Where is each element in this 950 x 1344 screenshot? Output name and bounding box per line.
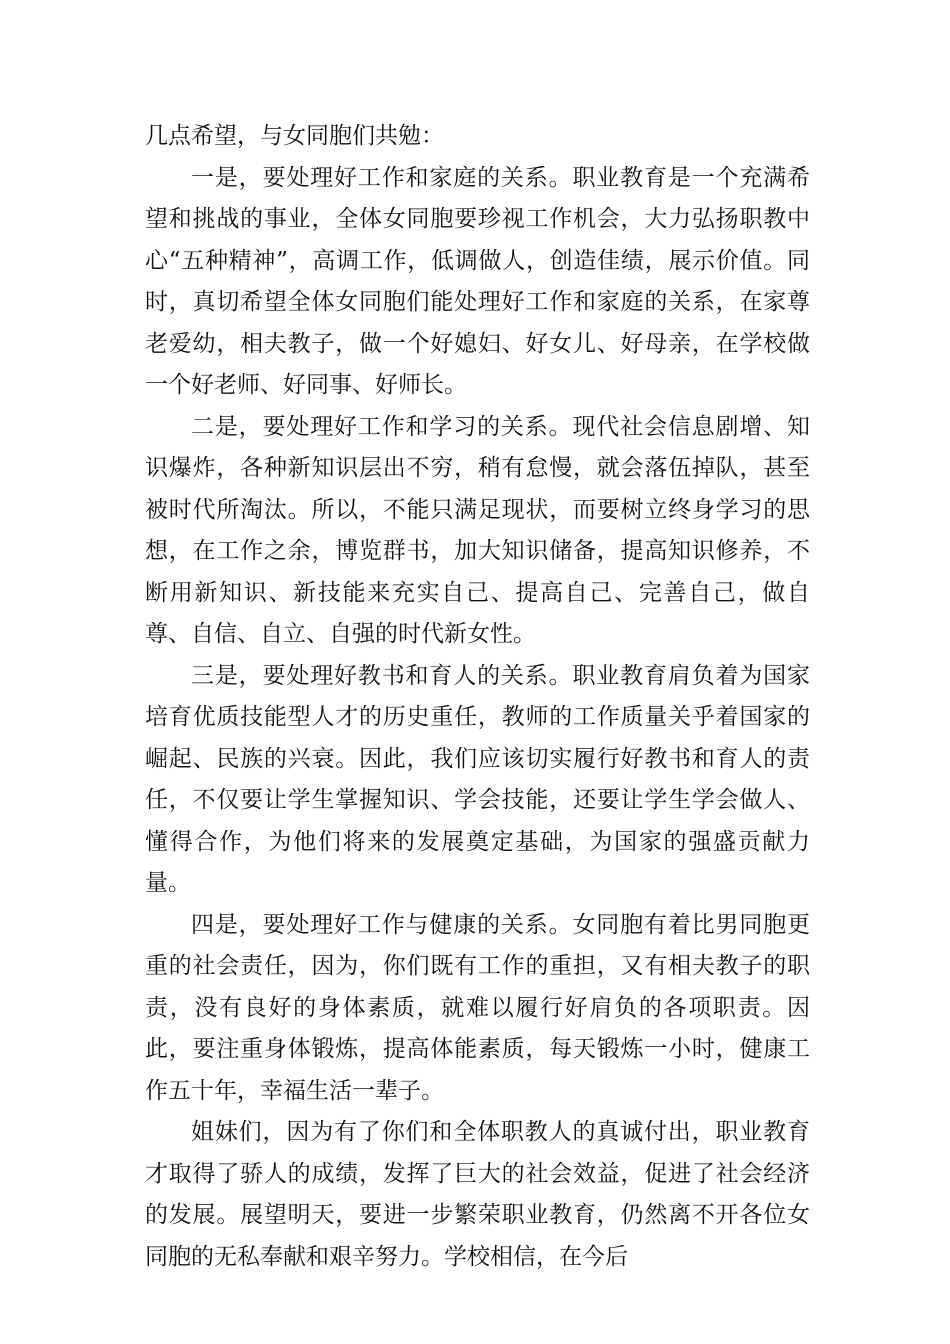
document-body	[145, 116, 810, 1278]
paragraph-closing: 姐妹们，因为有了你们和全体职教人的真诚付出，职业教育才取得了骄人的成绩，发挥了巨大的社会效益，促进了社会经济的发展。展望明天，要进一步繁荣职业教育，仍然离不开各位女同胞的无私奉献和艰辛努力。学校相信，在今后	[145, 1119, 810, 1270]
paragraph-point-three: 三是，要处理好教书和育人的关系。职业教育肩负着为国家培育优质技能型人才的历史重任，教师的工作质量关乎着国家的崛起、民族的兴衰。因此，我们应该切实履行好教书和育人的责任，不仅要让学生掌握知识、学会技能，还要让学生学会做人、懂得合作，为他们将来的发展奠定基础，为国家的强盛贡献力量。	[145, 662, 810, 896]
paragraph-point-two: 二是，要处理好工作和学习的关系。现代社会信息剧增、知识爆炸，各种新知识层出不穷，稍有怠慢，就会落伍掉队，甚至被时代所淘汰。所以，不能只满足现状，而要树立终身学习的思想，在工作之余，博览群书，加大知识储备，提高知识修养，不断用新知识、新技能来充实自己、提高自己、完善自己，做自尊、自信、自立、自强的时代新女性。	[145, 413, 810, 647]
paragraph-opening: 几点希望，与女同胞们共勉：	[145, 123, 444, 149]
paragraph-point-one: 一是，要处理好工作和家庭的关系。职业教育是一个充满希望和挑战的事业，全体女同胞要珍视工作机会，大力弘扬职教中心“五种精神”，高调工作，低调做人，创造佳绩，展示价值。同时，真切希望全体女同胞们能处理好工作和家庭的关系，在家尊老爱幼，相夫教子，做一个好媳妇、好女儿、好母亲，在学校做一个好老师、好同事、好师长。	[145, 164, 810, 398]
paragraph-point-four: 四是，要处理好工作与健康的关系。女同胞有着比男同胞更重的社会责任，因为，你们既有工作的重担，又有相夫教子的职责，没有良好的身体素质，就难以履行好肩负的各项职责。因此，要注重身体锻炼，提高体能素质，每天锻炼一小时，健康工作五十年，幸福生活一辈子。	[145, 911, 810, 1104]
